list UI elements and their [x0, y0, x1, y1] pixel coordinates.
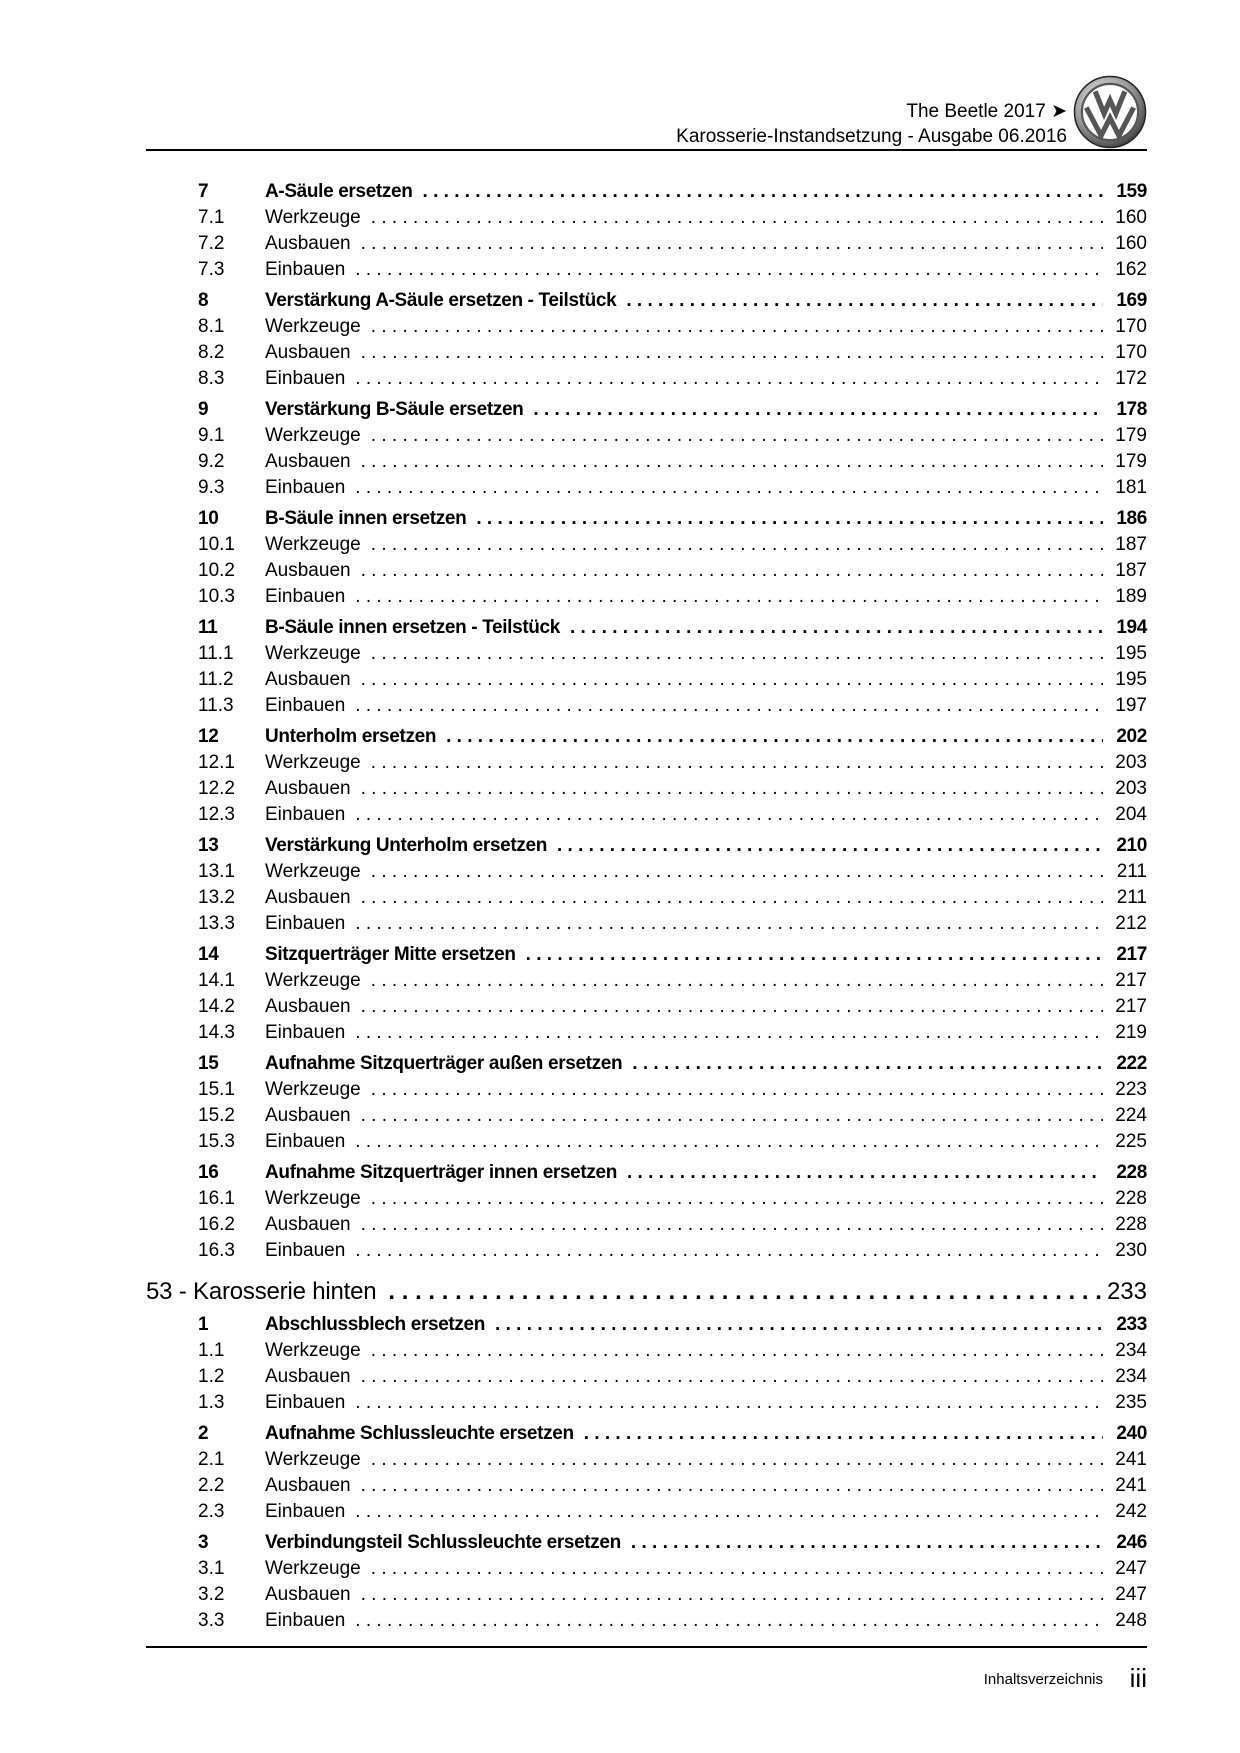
toc-leader-dots — [361, 994, 1103, 1020]
toc-entry-page: 195 — [1115, 669, 1147, 690]
toc-entry-page: 203 — [1115, 778, 1147, 799]
toc-subsection-entry[interactable] — [146, 667, 1147, 693]
toc-leader-dots — [371, 423, 1103, 449]
toc-leader-dots — [355, 1129, 1103, 1155]
toc-section-entry[interactable] — [146, 1312, 1147, 1338]
toc-entry-number: 10.3 — [198, 586, 235, 607]
toc-group — [146, 1051, 1147, 1155]
toc-entry-number: 10.2 — [198, 560, 235, 581]
toc-entry-title: Sitzquerträger Mitte ersetzen — [265, 944, 516, 965]
toc-subsection-entry[interactable] — [146, 885, 1147, 911]
toc-leader-dots — [626, 288, 1103, 314]
toc-entry-page: 160 — [1115, 207, 1147, 228]
toc-group — [146, 615, 1147, 719]
toc-entry-page: 217 — [1115, 970, 1147, 991]
toc-leader-dots — [355, 911, 1103, 937]
toc-leader-dots — [355, 257, 1103, 283]
toc-leader-dots — [371, 314, 1103, 340]
header-title: The Beetle 2017 ➤ — [906, 101, 1067, 122]
toc-entry-number: 9.1 — [198, 425, 225, 446]
toc-leader-dots — [361, 1473, 1103, 1499]
toc-entry-number: 16.2 — [198, 1214, 235, 1235]
toc-entry-number: 3.2 — [198, 1584, 225, 1605]
toc-subsection-entry[interactable] — [146, 231, 1147, 257]
toc-entry-title: Werkzeuge — [265, 316, 361, 337]
toc-leader-dots — [371, 1338, 1103, 1364]
toc-subsection-entry[interactable] — [146, 859, 1147, 885]
toc-entry-number: 8 — [198, 290, 209, 311]
toc-leader-dots — [361, 340, 1103, 366]
toc-leader-dots — [495, 1312, 1103, 1338]
toc-leader-dots — [371, 968, 1103, 994]
toc-leader-dots — [632, 1051, 1103, 1077]
toc-entry-title: Einbauen — [265, 1501, 346, 1522]
toc-subsection-entry[interactable] — [146, 584, 1147, 610]
toc-entry-number: 8.3 — [198, 368, 225, 389]
toc-entry-number: 2 — [198, 1423, 209, 1444]
toc-entry-number: 16.3 — [198, 1240, 235, 1261]
toc-entry-number: 12.3 — [198, 804, 235, 825]
toc-entry-number: 11 — [198, 617, 218, 638]
toc-group — [146, 288, 1147, 392]
toc-entry-number: 14 — [198, 944, 219, 965]
toc-group — [146, 1312, 1147, 1416]
toc-entry-number: 16 — [198, 1162, 219, 1183]
toc-entry-title: Abschlussblech ersetzen — [265, 1314, 486, 1335]
toc-entry-page: 189 — [1115, 586, 1147, 607]
toc-entry-title: Einbauen — [265, 586, 346, 607]
toc-leader-dots — [631, 1530, 1103, 1556]
toc-leader-dots — [557, 833, 1103, 859]
toc-leader-dots — [355, 1499, 1103, 1525]
toc-leader-dots — [627, 1160, 1103, 1186]
toc-subsection-entry[interactable] — [146, 1338, 1147, 1364]
toc-entry-title: Ausbauen — [265, 451, 351, 472]
toc-entry-page: 234 — [1115, 1340, 1147, 1361]
toc-leader-dots — [355, 1238, 1103, 1264]
toc-entry-page: 225 — [1115, 1131, 1147, 1152]
toc-entry-title: Werkzeuge — [265, 1079, 361, 1100]
toc-subsection-entry[interactable] — [146, 776, 1147, 802]
toc-leader-dots — [371, 1447, 1103, 1473]
toc-entry-number: 10.1 — [198, 534, 235, 555]
toc-subsection-entry[interactable] — [146, 802, 1147, 828]
toc-entry-number: 15 — [198, 1053, 219, 1074]
toc-entry-page: 228 — [1115, 1214, 1147, 1235]
toc-entry-title: Ausbauen — [265, 778, 351, 799]
toc-entry-title: Ausbauen — [265, 1584, 351, 1605]
footer-section-label: Inhaltsverzeichnis — [983, 1671, 1103, 1688]
toc-leader-dots — [361, 1103, 1103, 1129]
toc-entry-title: Werkzeuge — [265, 643, 361, 664]
toc-section-entry[interactable] — [146, 1051, 1147, 1077]
toc-leader-dots — [371, 1077, 1103, 1103]
toc-entry-page: 222 — [1116, 1053, 1147, 1074]
toc-leader-dots — [361, 449, 1103, 475]
toc-entry-page: 246 — [1116, 1532, 1147, 1553]
toc-subsection-entry[interactable] — [146, 1212, 1147, 1238]
toc-subsection-entry[interactable] — [146, 1129, 1147, 1155]
toc-entry-title: Verstärkung Unterholm ersetzen — [265, 835, 547, 856]
toc-entry-number: 3.3 — [198, 1610, 225, 1631]
toc-entry-title: Ausbauen — [265, 233, 351, 254]
toc-subsection-entry[interactable] — [146, 1020, 1147, 1046]
toc-entry-title: Einbauen — [265, 1240, 346, 1261]
toc-section-entry[interactable] — [146, 1530, 1147, 1556]
toc-entry-page: 241 — [1115, 1475, 1147, 1496]
toc-entry-page: 233 — [1116, 1314, 1147, 1335]
toc-leader-dots — [371, 1556, 1103, 1582]
toc-entry-title: Einbauen — [265, 1131, 346, 1152]
toc-entry-page: 187 — [1115, 560, 1147, 581]
toc-entry-page: 248 — [1115, 1610, 1147, 1631]
toc-entry-number: 14.3 — [198, 1022, 235, 1043]
toc-entry-title: Ausbauen — [265, 1475, 351, 1496]
toc-chapter-heading[interactable] — [146, 1274, 1147, 1310]
toc-entry-number: 15.3 — [198, 1131, 235, 1152]
toc-entry-page: 179 — [1115, 425, 1147, 446]
toc-entry-title: Ausbauen — [265, 996, 351, 1017]
toc-entry-title: Einbauen — [265, 259, 346, 280]
toc-entry-page: 181 — [1115, 477, 1147, 498]
toc-leader-dots — [361, 1364, 1103, 1390]
toc-entry-page: 162 — [1115, 259, 1147, 280]
toc-leader-dots — [526, 942, 1103, 968]
toc-entry-page: 203 — [1115, 752, 1147, 773]
toc-leader-dots — [371, 205, 1103, 231]
toc-section-entry[interactable] — [146, 506, 1147, 532]
toc-entry-page: 230 — [1115, 1240, 1147, 1261]
toc-subsection-entry[interactable] — [146, 1186, 1147, 1212]
toc-subsection-entry[interactable] — [146, 1077, 1147, 1103]
toc-entry-title: Ausbauen — [265, 560, 351, 581]
toc-leader-dots — [361, 885, 1103, 911]
toc-subsection-entry[interactable] — [146, 641, 1147, 667]
toc-entry-page: 228 — [1115, 1188, 1147, 1209]
toc-entry-number: 3.1 — [198, 1558, 225, 1579]
toc-entry-page: 186 — [1116, 508, 1147, 529]
toc-entry-number: 12.1 — [198, 752, 235, 773]
toc-subsection-entry[interactable] — [146, 1556, 1147, 1582]
toc-leader-dots — [533, 397, 1103, 423]
toc-leader-dots — [446, 724, 1103, 750]
toc-entry-number: 13 — [198, 835, 219, 856]
toc-entry-title: Einbauen — [265, 804, 346, 825]
toc-subsection-entry[interactable] — [146, 911, 1147, 937]
toc-entry-page: 241 — [1115, 1449, 1147, 1470]
toc-subsection-entry[interactable] — [146, 475, 1147, 501]
toc-subsection-entry[interactable] — [146, 423, 1147, 449]
toc-group — [146, 1160, 1147, 1264]
toc-entry-number: 12 — [198, 726, 219, 747]
toc-entry-number: 14.2 — [198, 996, 235, 1017]
toc-subsection-entry[interactable] — [146, 1499, 1147, 1525]
toc-entry-title: Ausbauen — [265, 342, 351, 363]
toc-subsection-entry[interactable] — [146, 1238, 1147, 1264]
toc-entry-title: Werkzeuge — [265, 970, 361, 991]
toc-subsection-entry[interactable] — [146, 449, 1147, 475]
toc-entry-title: Verbindungsteil Schlussleuchte ersetzen — [265, 1532, 621, 1553]
toc-entry-title: Ausbauen — [265, 887, 351, 908]
toc-subsection-entry[interactable] — [146, 750, 1147, 776]
toc-subsection-entry[interactable] — [146, 532, 1147, 558]
toc-entry-title: Aufnahme Sitzquerträger innen ersetzen — [265, 1162, 617, 1183]
toc-entry-title: Ausbauen — [265, 1214, 351, 1235]
toc-group — [146, 1421, 1147, 1525]
toc-entry-page: 219 — [1115, 1022, 1147, 1043]
toc-entry-number: 3 — [198, 1532, 209, 1553]
toc-entry-page: 197 — [1115, 695, 1147, 716]
toc-entry-page: 247 — [1115, 1558, 1147, 1579]
toc-leader-dots — [361, 1582, 1103, 1608]
toc-leader-dots — [355, 1020, 1103, 1046]
toc-entry-number: 15.2 — [198, 1105, 235, 1126]
toc-entry-number: 11.2 — [198, 669, 234, 690]
toc-entry-page: 159 — [1116, 181, 1147, 202]
toc-leader-dots — [371, 532, 1103, 558]
toc-entry-page: 179 — [1115, 451, 1147, 472]
toc-entry-title: Einbauen — [265, 477, 346, 498]
toc-leader-dots — [355, 1608, 1103, 1634]
header-subtitle: Karosserie-Instandsetzung - Ausgabe 06.2016 — [676, 126, 1067, 147]
toc-entry-number: 1.2 — [198, 1366, 225, 1387]
toc-leader-dots — [388, 1274, 1101, 1310]
toc-entry-number: 8.2 — [198, 342, 225, 363]
toc-entry-page: 204 — [1115, 804, 1147, 825]
toc-leader-dots — [371, 1186, 1103, 1212]
chapter-page: 233 — [1106, 1278, 1147, 1305]
toc-leader-dots — [355, 1390, 1103, 1416]
toc-entry-number: 2.2 — [198, 1475, 225, 1496]
toc-subsection-entry[interactable] — [146, 968, 1147, 994]
toc-entry-title: Unterholm ersetzen — [265, 726, 437, 747]
toc-entry-number: 13.3 — [198, 913, 235, 934]
toc-section-entry[interactable] — [146, 942, 1147, 968]
toc-entry-title: Werkzeuge — [265, 1340, 361, 1361]
toc-subsection-entry[interactable] — [146, 1447, 1147, 1473]
toc-entry-number: 2.1 — [198, 1449, 225, 1470]
toc-entry-page: 228 — [1116, 1162, 1147, 1183]
toc-leader-dots — [355, 693, 1103, 719]
toc-subsection-entry[interactable] — [146, 558, 1147, 584]
toc-entry-title: Verstärkung B-Säule ersetzen — [265, 399, 524, 420]
toc-entry-page: 170 — [1115, 316, 1147, 337]
toc-entry-page: 240 — [1116, 1423, 1147, 1444]
toc-entry-title: Werkzeuge — [265, 1449, 361, 1470]
footer-divider — [146, 1646, 1147, 1648]
toc-subsection-entry[interactable] — [146, 1103, 1147, 1129]
toc-subsection-entry[interactable] — [146, 340, 1147, 366]
toc-leader-dots — [476, 506, 1103, 532]
toc-leader-dots — [361, 667, 1103, 693]
toc-subsection-entry[interactable] — [146, 257, 1147, 283]
toc-entry-page: 234 — [1115, 1366, 1147, 1387]
toc-subsection-entry[interactable] — [146, 693, 1147, 719]
toc-group — [146, 724, 1147, 828]
toc-entry-title: Einbauen — [265, 913, 346, 934]
toc-entry-page: 235 — [1115, 1392, 1147, 1413]
toc-group — [146, 506, 1147, 610]
toc-entry-title: Werkzeuge — [265, 534, 361, 555]
toc-leader-dots — [371, 859, 1103, 885]
toc-entry-number: 14.1 — [198, 970, 235, 991]
toc-entry-title: Werkzeuge — [265, 1188, 361, 1209]
toc-entry-title: Einbauen — [265, 695, 346, 716]
toc-entry-page: 242 — [1115, 1501, 1147, 1522]
toc-entry-title: B-Säule innen ersetzen — [265, 508, 467, 529]
toc-entry-page: 202 — [1116, 726, 1147, 747]
toc-group — [146, 397, 1147, 501]
toc-entry-page: 170 — [1115, 342, 1147, 363]
toc-subsection-entry[interactable] — [146, 1582, 1147, 1608]
table-of-contents — [146, 179, 1147, 1639]
toc-entry-page: 194 — [1116, 617, 1147, 638]
toc-section-entry[interactable] — [146, 724, 1147, 750]
toc-entry-number: 7.3 — [198, 259, 225, 280]
footer-page-number: iii — [1129, 1663, 1147, 1693]
toc-entry-page: 211 — [1116, 887, 1147, 908]
toc-entry-page: 217 — [1116, 944, 1147, 965]
toc-subsection-entry[interactable] — [146, 1364, 1147, 1390]
toc-leader-dots — [361, 231, 1103, 257]
toc-entry-title: Ausbauen — [265, 669, 351, 690]
toc-leader-dots — [584, 1421, 1103, 1447]
toc-entry-page: 178 — [1116, 399, 1147, 420]
toc-entry-title: Werkzeuge — [265, 861, 361, 882]
toc-entry-page: 169 — [1116, 290, 1147, 311]
toc-entry-number: 13.1 — [198, 861, 235, 882]
toc-leader-dots — [361, 776, 1103, 802]
toc-entry-page: 212 — [1115, 913, 1147, 934]
toc-entry-number: 1.3 — [198, 1392, 225, 1413]
toc-section-entry[interactable] — [146, 1421, 1147, 1447]
toc-subsection-entry[interactable] — [146, 314, 1147, 340]
toc-entry-page: 217 — [1115, 996, 1147, 1017]
toc-entry-title: Einbauen — [265, 1392, 346, 1413]
toc-leader-dots — [355, 802, 1103, 828]
toc-entry-title: A-Säule ersetzen — [265, 181, 413, 202]
toc-entry-number: 13.2 — [198, 887, 235, 908]
toc-entry-number: 11.1 — [198, 643, 234, 664]
toc-entry-title: Werkzeuge — [265, 1558, 361, 1579]
toc-subsection-entry[interactable] — [146, 1473, 1147, 1499]
toc-entry-number: 15.1 — [198, 1079, 235, 1100]
toc-entry-title: Werkzeuge — [265, 207, 361, 228]
toc-entry-page: 195 — [1115, 643, 1147, 664]
toc-entry-number: 1 — [198, 1314, 209, 1335]
vw-logo-icon — [1073, 75, 1147, 149]
toc-subsection-entry[interactable] — [146, 366, 1147, 392]
toc-entry-title: Werkzeuge — [265, 752, 361, 773]
toc-entry-title: Verstärkung A-Säule ersetzen - Teilstück — [265, 290, 617, 311]
toc-entry-number: 1.1 — [198, 1340, 225, 1361]
toc-subsection-entry[interactable] — [146, 205, 1147, 231]
toc-subsection-entry[interactable] — [146, 1390, 1147, 1416]
toc-entry-number: 9.2 — [198, 451, 225, 472]
toc-section-entry[interactable] — [146, 615, 1147, 641]
toc-entry-number: 7 — [198, 181, 209, 202]
toc-section-entry[interactable] — [146, 288, 1147, 314]
toc-leader-dots — [355, 584, 1103, 610]
toc-subsection-entry[interactable] — [146, 994, 1147, 1020]
toc-entry-page: 211 — [1116, 861, 1147, 882]
toc-section-entry[interactable] — [146, 833, 1147, 859]
toc-leader-dots — [355, 475, 1103, 501]
toc-entry-title: Aufnahme Schlussleuchte ersetzen — [265, 1423, 574, 1444]
toc-entry-title: Aufnahme Sitzquerträger außen ersetzen — [265, 1053, 623, 1074]
toc-entry-number: 12.2 — [198, 778, 235, 799]
toc-entry-number: 7.2 — [198, 233, 225, 254]
toc-entry-number: 9.3 — [198, 477, 225, 498]
toc-entry-page: 160 — [1115, 233, 1147, 254]
toc-subsection-entry[interactable] — [146, 1608, 1147, 1634]
toc-group — [146, 833, 1147, 937]
header-divider — [146, 149, 1147, 151]
toc-group — [146, 942, 1147, 1046]
toc-entry-page: 187 — [1115, 534, 1147, 555]
toc-section-entry[interactable] — [146, 179, 1147, 205]
toc-entry-page: 172 — [1115, 368, 1147, 389]
toc-leader-dots — [570, 615, 1103, 641]
toc-entry-title: Einbauen — [265, 368, 346, 389]
toc-entry-page: 210 — [1116, 835, 1147, 856]
toc-leader-dots — [361, 1212, 1103, 1238]
toc-section-entry[interactable] — [146, 397, 1147, 423]
toc-leader-dots — [371, 750, 1103, 776]
toc-entry-number: 8.1 — [198, 316, 225, 337]
toc-entry-number: 10 — [198, 508, 219, 529]
toc-entry-title: Ausbauen — [265, 1366, 351, 1387]
toc-entry-number: 7.1 — [198, 207, 225, 228]
toc-entry-title: Werkzeuge — [265, 425, 361, 446]
toc-entry-title: Einbauen — [265, 1022, 346, 1043]
toc-leader-dots — [423, 179, 1103, 205]
toc-entry-title: Ausbauen — [265, 1105, 351, 1126]
toc-leader-dots — [371, 641, 1103, 667]
toc-section-entry[interactable] — [146, 1160, 1147, 1186]
toc-entry-page: 224 — [1115, 1105, 1147, 1126]
toc-entry-number: 11.3 — [198, 695, 234, 716]
toc-group — [146, 179, 1147, 283]
toc-entry-number: 16.1 — [198, 1188, 235, 1209]
toc-leader-dots — [355, 366, 1103, 392]
toc-entry-page: 247 — [1115, 1584, 1147, 1605]
toc-group — [146, 1530, 1147, 1634]
toc-leader-dots — [361, 558, 1103, 584]
toc-entry-title: B-Säule innen ersetzen - Teilstück — [265, 617, 560, 638]
toc-entry-page: 223 — [1115, 1079, 1147, 1100]
toc-entry-number: 2.3 — [198, 1501, 225, 1522]
chapter-title: 53 - Karosserie hinten — [146, 1278, 377, 1305]
toc-entry-number: 9 — [198, 399, 209, 420]
toc-entry-title: Einbauen — [265, 1610, 346, 1631]
